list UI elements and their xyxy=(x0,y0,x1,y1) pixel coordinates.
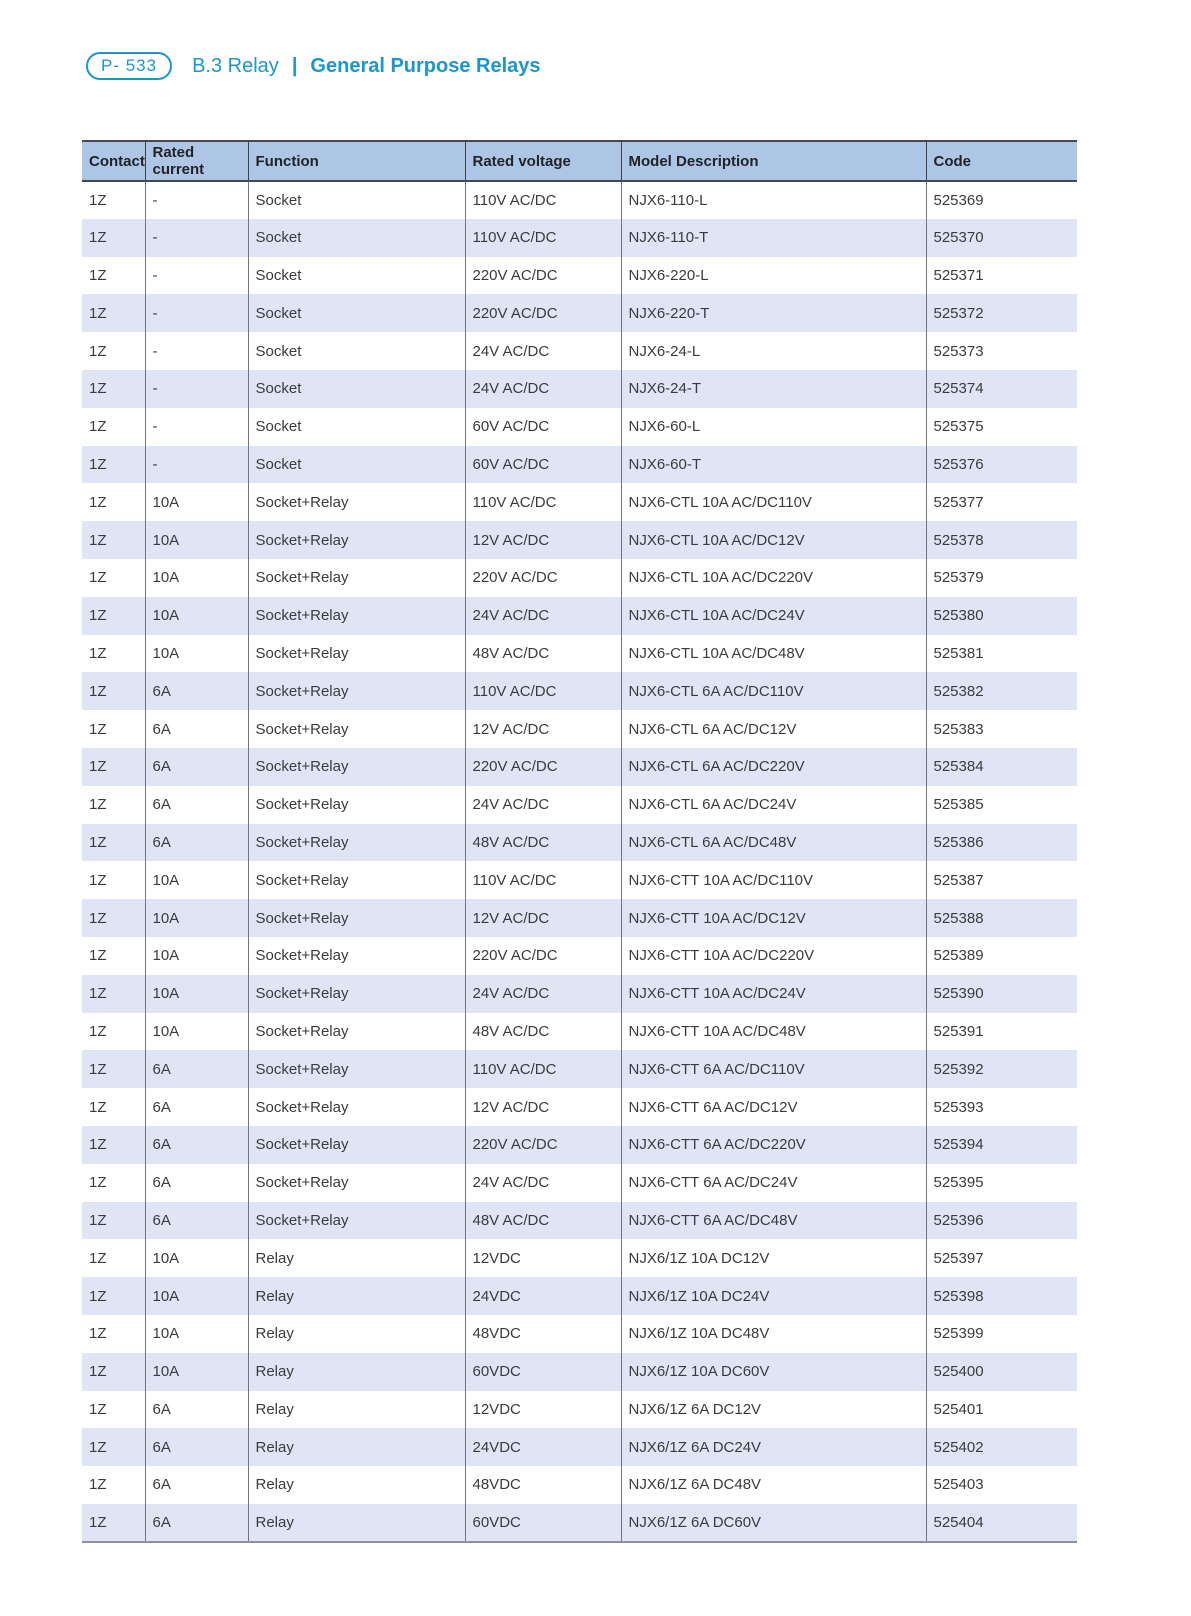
cell-model-description: NJX6-CTT 10A AC/DC110V xyxy=(621,861,926,899)
cell-model-description: NJX6/1Z 6A DC24V xyxy=(621,1428,926,1466)
section-title: B.3 Relay xyxy=(192,54,279,77)
cell-model-description: NJX6-CTT 6A AC/DC24V xyxy=(621,1164,926,1202)
cell-model-description: NJX6-CTL 6A AC/DC48V xyxy=(621,824,926,862)
cell-rated-voltage: 24V AC/DC xyxy=(465,786,621,824)
cell-code: 525401 xyxy=(926,1391,1077,1429)
product-table-container xyxy=(82,140,1077,1543)
cell-contact: 1Z xyxy=(89,342,107,360)
cell-rated-current: 6A xyxy=(145,748,248,786)
cell-contact: 1Z xyxy=(89,304,107,322)
cell-function: Socket+Relay xyxy=(248,937,465,975)
table-row xyxy=(82,1504,1077,1542)
cell-contact: 1Z xyxy=(89,1363,107,1381)
cell-rated-voltage: 24VDC xyxy=(465,1428,621,1466)
cell-contact: 1Z xyxy=(89,1060,107,1078)
table-row xyxy=(82,1466,1077,1504)
cell-rated-current: 10A xyxy=(145,937,248,975)
cell-code: 525373 xyxy=(926,332,1077,370)
cell-model-description: NJX6/1Z 10A DC12V xyxy=(621,1239,926,1277)
cell-contact: 1Z xyxy=(89,418,107,436)
cell-function: Socket xyxy=(248,408,465,446)
column-header-function: Function xyxy=(248,141,465,181)
cell-function: Socket+Relay xyxy=(248,975,465,1013)
cell-model-description: NJX6-CTL 6A AC/DC12V xyxy=(621,710,926,748)
cell-contact: 1Z xyxy=(82,1504,145,1542)
cell-rated-voltage: 48V AC/DC xyxy=(465,824,621,862)
cell-rated-voltage: 220V AC/DC xyxy=(465,1126,621,1164)
cell-contact: 1Z xyxy=(89,1136,107,1154)
cell-contact: 1Z xyxy=(89,796,107,814)
cell-rated-current: - xyxy=(145,294,248,332)
cell-contact: 1Z xyxy=(89,380,107,398)
cell-function: Socket+Relay xyxy=(248,521,465,559)
table-row xyxy=(82,1050,1077,1088)
cell-model-description: NJX6-CTL 10A AC/DC24V xyxy=(621,597,926,635)
cell-rated-current: 6A xyxy=(145,786,248,824)
cell-code: 525377 xyxy=(926,483,1077,521)
cell-contact: 1Z xyxy=(89,682,107,700)
cell-code: 525381 xyxy=(926,635,1077,673)
table-row xyxy=(82,1126,1077,1164)
table-row xyxy=(82,257,1077,295)
cell-code: 525399 xyxy=(926,1315,1077,1353)
page-header xyxy=(86,52,541,80)
cell-contact: 1Z xyxy=(89,720,107,738)
cell-rated-voltage: 12VDC xyxy=(465,1391,621,1429)
cell-function: Relay xyxy=(248,1353,465,1391)
table-row xyxy=(82,181,1077,219)
cell-rated-current: 6A xyxy=(145,1504,248,1542)
cell-rated-current: 6A xyxy=(145,824,248,862)
cell-contact: 1Z xyxy=(89,1287,107,1305)
cell-contact: 1Z xyxy=(89,947,107,965)
cell-function: Socket+Relay xyxy=(248,1050,465,1088)
cell-function: Relay xyxy=(248,1277,465,1315)
cell-model-description: NJX6-CTL 10A AC/DC220V xyxy=(621,559,926,597)
column-header-model-description: Model Description xyxy=(621,141,926,181)
cell-model-description: NJX6-CTT 10A AC/DC24V xyxy=(621,975,926,1013)
table-row xyxy=(82,1202,1077,1240)
cell-model-description: NJX6/1Z 10A DC24V xyxy=(621,1277,926,1315)
table-row xyxy=(82,521,1077,559)
table-header-row xyxy=(82,141,1077,181)
table-row xyxy=(82,332,1077,370)
cell-contact: 1Z xyxy=(89,1325,107,1343)
cell-function: Socket+Relay xyxy=(248,483,465,521)
cell-rated-voltage: 220V AC/DC xyxy=(465,559,621,597)
cell-rated-voltage: 12V AC/DC xyxy=(465,1088,621,1126)
cell-contact: 1Z xyxy=(89,644,107,662)
cell-rated-current: - xyxy=(145,181,248,219)
cell-model-description: NJX6-24-L xyxy=(621,332,926,370)
page-ref-badge: P- 533 xyxy=(86,52,172,80)
cell-code: 525370 xyxy=(926,219,1077,257)
cell-code: 525400 xyxy=(926,1353,1077,1391)
table-row xyxy=(82,446,1077,484)
column-header-rated-current: Rated current xyxy=(145,141,248,181)
cell-model-description: NJX6/1Z 6A DC12V xyxy=(621,1391,926,1429)
cell-model-description: NJX6/1Z 10A DC48V xyxy=(621,1315,926,1353)
table-body xyxy=(82,181,1077,1542)
cell-model-description: NJX6/1Z 6A DC48V xyxy=(621,1466,926,1504)
cell-rated-current: 10A xyxy=(145,1315,248,1353)
cell-rated-voltage: 24V AC/DC xyxy=(465,332,621,370)
cell-rated-current: - xyxy=(145,408,248,446)
cell-code: 525372 xyxy=(926,294,1077,332)
cell-code: 525375 xyxy=(926,408,1077,446)
cell-rated-voltage: 24V AC/DC xyxy=(465,975,621,1013)
cell-contact: 1Z xyxy=(89,1022,107,1040)
table-row xyxy=(82,219,1077,257)
title-line xyxy=(192,55,540,78)
cell-model-description: NJX6-CTT 6A AC/DC48V xyxy=(621,1202,926,1240)
cell-model-description: NJX6-CTT 10A AC/DC220V xyxy=(621,937,926,975)
cell-code: 525396 xyxy=(926,1202,1077,1240)
product-table xyxy=(82,140,1077,1543)
cell-code: 525387 xyxy=(926,861,1077,899)
cell-model-description: NJX6-CTT 10A AC/DC12V xyxy=(621,899,926,937)
cell-model-description: NJX6-110-T xyxy=(621,219,926,257)
cell-model-description: NJX6-CTL 10A AC/DC110V xyxy=(621,483,926,521)
cell-code: 525391 xyxy=(926,1013,1077,1051)
cell-model-description: NJX6-CTL 6A AC/DC220V xyxy=(621,748,926,786)
cell-model-description: NJX6-220-T xyxy=(621,294,926,332)
cell-rated-current: 6A xyxy=(145,1466,248,1504)
cell-function: Socket xyxy=(248,294,465,332)
table-row xyxy=(82,1428,1077,1466)
cell-rated-current: 10A xyxy=(145,1013,248,1051)
cell-rated-voltage: 24V AC/DC xyxy=(465,1164,621,1202)
cell-model-description: NJX6-24-T xyxy=(621,370,926,408)
cell-contact: 1Z xyxy=(89,531,107,549)
cell-function: Socket+Relay xyxy=(248,861,465,899)
cell-code: 525371 xyxy=(926,257,1077,295)
table-row xyxy=(82,1353,1077,1391)
cell-rated-voltage: 12V AC/DC xyxy=(465,710,621,748)
table-row xyxy=(82,975,1077,1013)
cell-rated-current: 10A xyxy=(145,861,248,899)
cell-model-description: NJX6-110-L xyxy=(621,181,926,219)
cell-code: 525403 xyxy=(926,1466,1077,1504)
cell-model-description: NJX6-CTT 6A AC/DC110V xyxy=(621,1050,926,1088)
cell-function: Socket+Relay xyxy=(248,824,465,862)
cell-contact: 1Z xyxy=(89,1211,107,1229)
cell-rated-voltage: 24V AC/DC xyxy=(465,370,621,408)
cell-function: Socket+Relay xyxy=(248,710,465,748)
cell-model-description: NJX6-CTT 6A AC/DC220V xyxy=(621,1126,926,1164)
cell-rated-voltage: 220V AC/DC xyxy=(465,937,621,975)
column-header-code: Code xyxy=(926,141,1077,181)
cell-contact: 1Z xyxy=(89,1098,107,1116)
cell-rated-voltage: 110V AC/DC xyxy=(465,483,621,521)
cell-rated-voltage: 60VDC xyxy=(465,1353,621,1391)
cell-rated-current: - xyxy=(145,370,248,408)
cell-rated-current: 10A xyxy=(145,559,248,597)
table-row xyxy=(82,824,1077,862)
cell-rated-current: 10A xyxy=(145,899,248,937)
cell-rated-current: - xyxy=(145,219,248,257)
cell-code: 525385 xyxy=(926,786,1077,824)
cell-model-description: NJX6-CTL 6A AC/DC110V xyxy=(621,672,926,710)
cell-code: 525374 xyxy=(926,370,1077,408)
cell-rated-current: 6A xyxy=(145,1164,248,1202)
cell-function: Socket xyxy=(248,446,465,484)
cell-rated-voltage: 110V AC/DC xyxy=(465,861,621,899)
cell-contact: 1Z xyxy=(89,493,107,511)
cell-code: 525388 xyxy=(926,899,1077,937)
cell-rated-current: 6A xyxy=(145,1428,248,1466)
cell-model-description: NJX6-60-T xyxy=(621,446,926,484)
cell-function: Socket xyxy=(248,332,465,370)
cell-function: Relay xyxy=(248,1315,465,1353)
cell-contact: 1Z xyxy=(89,833,107,851)
table-row xyxy=(82,786,1077,824)
cell-code: 525398 xyxy=(926,1277,1077,1315)
cell-rated-current: 6A xyxy=(145,1391,248,1429)
cell-contact: 1Z xyxy=(89,266,107,284)
cell-function: Socket+Relay xyxy=(248,1126,465,1164)
cell-contact: 1Z xyxy=(89,191,107,209)
cell-model-description: NJX6-220-L xyxy=(621,257,926,295)
cell-function: Socket+Relay xyxy=(248,635,465,673)
cell-rated-current: 6A xyxy=(145,1126,248,1164)
cell-rated-voltage: 220V AC/DC xyxy=(465,294,621,332)
title-separator: | xyxy=(291,54,298,77)
column-header-rated-voltage: Rated voltage xyxy=(465,141,621,181)
cell-rated-voltage: 48VDC xyxy=(465,1466,621,1504)
cell-rated-current: - xyxy=(145,257,248,295)
cell-code: 525380 xyxy=(926,597,1077,635)
table-row xyxy=(82,483,1077,521)
cell-rated-current: 10A xyxy=(145,521,248,559)
cell-rated-voltage: 24VDC xyxy=(465,1277,621,1315)
cell-code: 525397 xyxy=(926,1239,1077,1277)
cell-rated-voltage: 60V AC/DC xyxy=(465,446,621,484)
cell-contact: 1Z xyxy=(89,1174,107,1192)
cell-contact: 1Z xyxy=(89,1438,107,1456)
cell-code: 525382 xyxy=(926,672,1077,710)
cell-contact: 1Z xyxy=(89,455,107,473)
cell-function: Socket+Relay xyxy=(248,672,465,710)
cell-rated-voltage: 110V AC/DC xyxy=(465,1050,621,1088)
cell-model-description: NJX6-CTL 10A AC/DC48V xyxy=(621,635,926,673)
cell-function: Relay xyxy=(248,1239,465,1277)
cell-code: 525390 xyxy=(926,975,1077,1013)
cell-rated-current: 6A xyxy=(145,1088,248,1126)
cell-rated-current: 10A xyxy=(145,597,248,635)
table-row xyxy=(82,672,1077,710)
cell-function: Socket+Relay xyxy=(248,1164,465,1202)
cell-rated-current: 10A xyxy=(145,1239,248,1277)
cell-contact: 1Z xyxy=(89,909,107,927)
cell-rated-current: 6A xyxy=(145,1202,248,1240)
cell-rated-voltage: 12V AC/DC xyxy=(465,521,621,559)
cell-function: Socket+Relay xyxy=(248,1013,465,1051)
cell-function: Relay xyxy=(248,1428,465,1466)
table-row xyxy=(82,937,1077,975)
cell-rated-voltage: 48V AC/DC xyxy=(465,1202,621,1240)
cell-model-description: NJX6/1Z 10A DC60V xyxy=(621,1353,926,1391)
cell-function: Relay xyxy=(248,1466,465,1504)
cell-code: 525369 xyxy=(926,181,1077,219)
cell-function: Socket+Relay xyxy=(248,1202,465,1240)
cell-rated-voltage: 110V AC/DC xyxy=(465,181,621,219)
cell-code: 525394 xyxy=(926,1126,1077,1164)
cell-rated-voltage: 24V AC/DC xyxy=(465,597,621,635)
cell-code: 525378 xyxy=(926,521,1077,559)
table-row xyxy=(82,1277,1077,1315)
cell-rated-voltage: 12VDC xyxy=(465,1239,621,1277)
cell-rated-current: 6A xyxy=(145,1050,248,1088)
cell-function: Socket+Relay xyxy=(248,748,465,786)
cell-code: 525386 xyxy=(926,824,1077,862)
table-row xyxy=(82,899,1077,937)
cell-function: Socket xyxy=(248,370,465,408)
cell-code: 525392 xyxy=(926,1050,1077,1088)
table-row xyxy=(82,1088,1077,1126)
cell-rated-voltage: 48VDC xyxy=(465,1315,621,1353)
table-row xyxy=(82,861,1077,899)
cell-function: Relay xyxy=(248,1504,465,1542)
table-row xyxy=(82,1164,1077,1202)
cell-contact: 1Z xyxy=(89,1400,107,1418)
column-header-contact: Contact xyxy=(82,141,145,181)
cell-contact: 1Z xyxy=(89,985,107,1003)
table-row xyxy=(82,559,1077,597)
cell-function: Socket xyxy=(248,219,465,257)
table-row xyxy=(82,370,1077,408)
cell-rated-current: 10A xyxy=(145,1353,248,1391)
cell-code: 525376 xyxy=(926,446,1077,484)
table-row xyxy=(82,408,1077,446)
cell-rated-current: 10A xyxy=(145,483,248,521)
cell-model-description: NJX6-CTL 10A AC/DC12V xyxy=(621,521,926,559)
cell-code: 525379 xyxy=(926,559,1077,597)
cell-contact: 1Z xyxy=(89,1476,107,1494)
cell-rated-current: 6A xyxy=(145,710,248,748)
cell-model-description: NJX6-CTT 6A AC/DC12V xyxy=(621,1088,926,1126)
cell-rated-voltage: 48V AC/DC xyxy=(465,635,621,673)
cell-code: 525404 xyxy=(926,1504,1077,1542)
cell-rated-current: 10A xyxy=(145,1277,248,1315)
cell-model-description: NJX6/1Z 6A DC60V xyxy=(621,1504,926,1542)
cell-code: 525383 xyxy=(926,710,1077,748)
cell-code: 525384 xyxy=(926,748,1077,786)
cell-function: Socket+Relay xyxy=(248,559,465,597)
cell-contact: 1Z xyxy=(89,758,107,776)
cell-code: 525389 xyxy=(926,937,1077,975)
cell-rated-current: - xyxy=(145,446,248,484)
table-row xyxy=(82,1315,1077,1353)
cell-model-description: NJX6-CTL 6A AC/DC24V xyxy=(621,786,926,824)
cell-contact: 1Z xyxy=(89,871,107,889)
table-row xyxy=(82,597,1077,635)
cell-contact: 1Z xyxy=(89,569,107,587)
cell-contact: 1Z xyxy=(89,229,107,247)
cell-function: Socket+Relay xyxy=(248,899,465,937)
cell-rated-voltage: 110V AC/DC xyxy=(465,672,621,710)
table-row xyxy=(82,710,1077,748)
table-row xyxy=(82,294,1077,332)
table-row xyxy=(82,635,1077,673)
table-row xyxy=(82,1391,1077,1429)
cell-rated-voltage: 110V AC/DC xyxy=(465,219,621,257)
cell-function: Socket xyxy=(248,257,465,295)
cell-rated-voltage: 60VDC xyxy=(465,1504,621,1542)
table-row xyxy=(82,1013,1077,1051)
cell-function: Socket+Relay xyxy=(248,1088,465,1126)
cell-rated-current: 10A xyxy=(145,975,248,1013)
cell-rated-current: - xyxy=(145,332,248,370)
cell-code: 525395 xyxy=(926,1164,1077,1202)
cell-contact: 1Z xyxy=(89,607,107,625)
cell-model-description: NJX6-60-L xyxy=(621,408,926,446)
cell-rated-current: 6A xyxy=(145,672,248,710)
cell-contact: 1Z xyxy=(89,1249,107,1267)
cell-rated-voltage: 60V AC/DC xyxy=(465,408,621,446)
cell-function: Relay xyxy=(248,1391,465,1429)
cell-rated-voltage: 220V AC/DC xyxy=(465,257,621,295)
table-row xyxy=(82,1239,1077,1277)
cell-rated-voltage: 220V AC/DC xyxy=(465,748,621,786)
cell-function: Socket+Relay xyxy=(248,786,465,824)
cell-function: Socket xyxy=(248,181,465,219)
cell-rated-voltage: 48V AC/DC xyxy=(465,1013,621,1051)
page-title: General Purpose Relays xyxy=(310,54,541,77)
cell-rated-voltage: 12V AC/DC xyxy=(465,899,621,937)
cell-rated-current: 10A xyxy=(145,635,248,673)
cell-code: 525393 xyxy=(926,1088,1077,1126)
cell-model-description: NJX6-CTT 10A AC/DC48V xyxy=(621,1013,926,1051)
cell-code: 525402 xyxy=(926,1428,1077,1466)
cell-function: Socket+Relay xyxy=(248,597,465,635)
table-row xyxy=(82,748,1077,786)
